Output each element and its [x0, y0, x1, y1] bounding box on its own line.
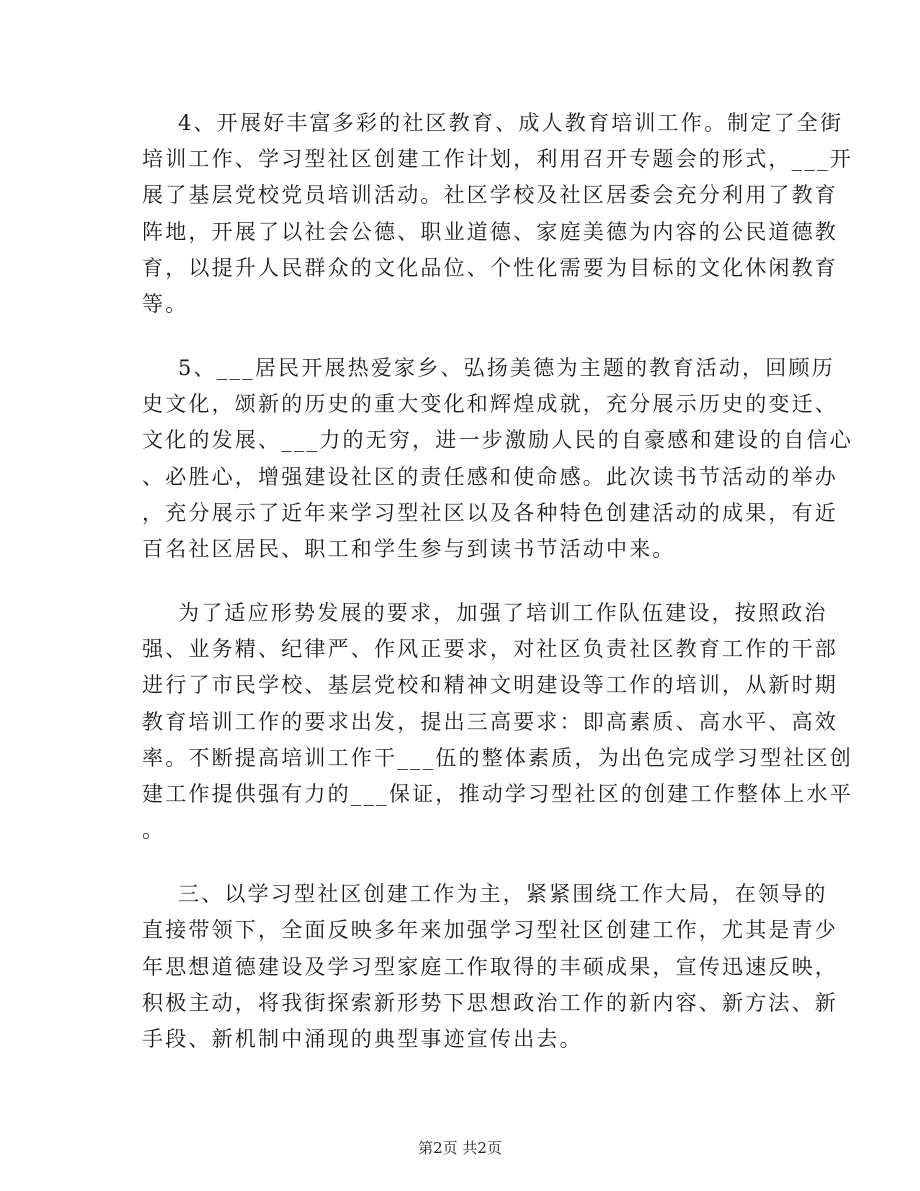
text-line: 直接带领下，全面反映多年来加强学习型社区创建工作，尤其是青少 — [142, 918, 838, 942]
text-line: ，充分展示了近年来学习型社区以及各种特色创建活动的成果，有近 — [142, 501, 838, 525]
text-line: 文化的发展、___力的无穷，进一步激励人民的自豪感和建设的自信心 — [142, 428, 853, 452]
text-line: 育，以提升人民群众的文化品位、个性化需要为目标的文化休闲教育 — [142, 256, 838, 280]
text-line: 教育培训工作的要求出发，提出三高要求：即高素质、高水平、高效 — [142, 710, 838, 734]
text-line: 史文化，颂新的历史的重大变化和辉煌成就，充分展示历史的变迁、 — [142, 392, 838, 416]
text-line: 、必胜心，增强建设社区的责任感和使命感。此次读书节活动的举办 — [142, 465, 838, 489]
text-line: 进行了市民学校、基层党校和精神文明建设等工作的培训，从新时期 — [142, 673, 838, 697]
text-line: 阵地，开展了以社会公德、职业道德、家庭美德为内容的公民道德教 — [142, 220, 838, 244]
text-line: 年思想道德建设及学习型家庭工作取得的丰硕成果，宣传迅速反映， — [142, 955, 838, 979]
text-line: 强、业务精、纪律严、作风正要求，对社区负责社区教育工作的干部 — [142, 637, 838, 661]
text-line: 等。 — [142, 292, 189, 316]
text-line: 5、___居民开展热爱家乡、弘扬美德为主题的教育活动，回顾历 — [178, 356, 835, 380]
text-line: 4、开展好丰富多彩的社区教育、成人教育培训工作。制定了全街 — [178, 111, 844, 135]
text-line: 三、以学习型社区创建工作为主，紧紧围绕工作大局，在领导的 — [178, 882, 828, 906]
text-line: 为了适应形势发展的要求，加强了培训工作队伍建设，按照政治 — [178, 601, 828, 625]
text-line: 建工作提供强有力的___保证，推动学习型社区的创建工作整体上水平 — [142, 782, 853, 806]
text-line: 率。不断提高培训工作干___伍的整体素质，为出色完成学习型社区创 — [142, 746, 853, 770]
text-line: 积极主动，将我街探索新形势下思想政治工作的新内容、新方法、新 — [142, 991, 838, 1015]
text-line: 百名社区居民、职工和学生参与到读书节活动中来。 — [142, 537, 676, 561]
page-footer: 第2页 共2页 — [418, 1139, 502, 1157]
text-line: 培训工作、学习型社区创建工作计划，利用召开专题会的形式，___开 — [142, 147, 853, 171]
text-line: 。 — [142, 818, 166, 842]
text-line: 手段、新机制中涌现的典型事迹宣传出去。 — [142, 1027, 583, 1051]
text-line: 展了基层党校党员培训活动。社区学校及社区居委会充分利用了教育 — [142, 183, 838, 207]
